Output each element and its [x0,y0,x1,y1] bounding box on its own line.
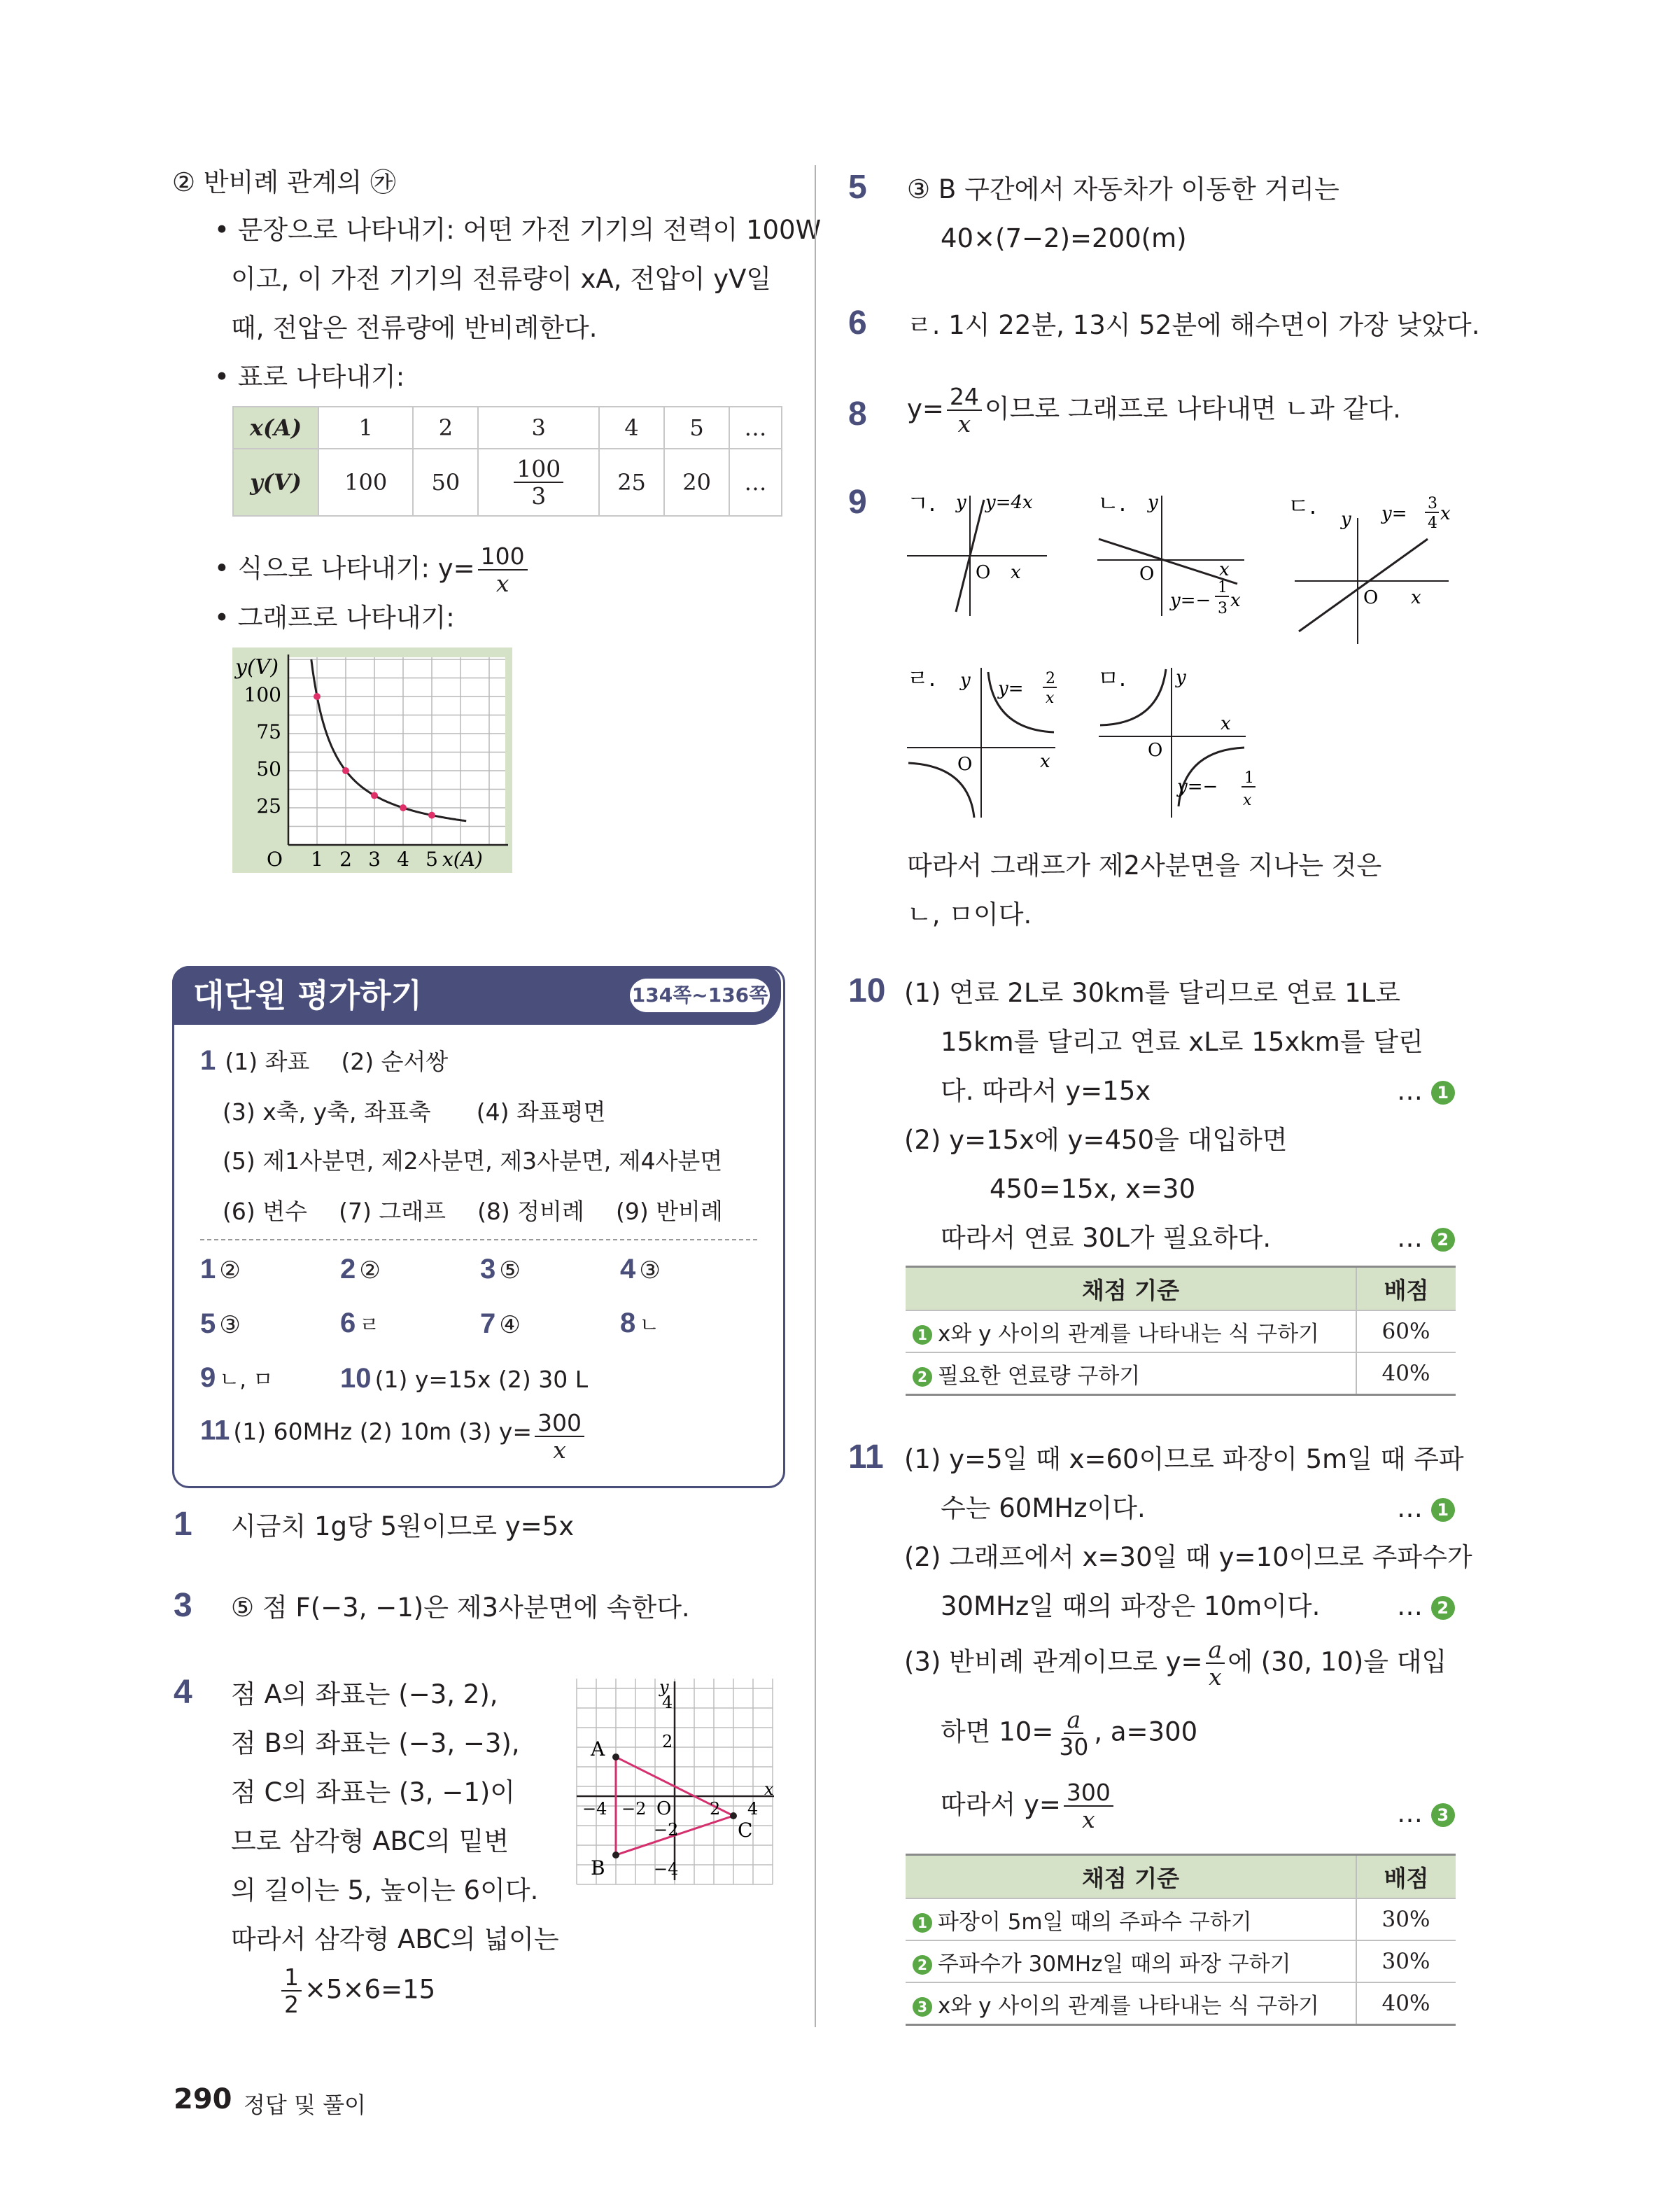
frac-num: 300 [1064,1781,1113,1807]
product-text: ×5×6=15 [304,1974,436,2005]
sol1-text: 시금치 1g당 5원이므로 y=5x [231,1511,575,1541]
sol10-line5: 450=15x, x=30 [990,1174,1196,1204]
points: 30% [1356,1898,1456,1940]
marker-circle: 3 [1431,1803,1455,1827]
data-point [314,693,321,700]
table-row [906,1352,1456,1395]
point-c [730,1812,737,1819]
axis-y: y [1148,492,1158,513]
label-y: y [659,1677,669,1697]
graph-giyeok [907,483,1061,623]
sol1-number: 1 [174,1506,192,1543]
marker-circle: 2 [1431,1228,1455,1252]
frac-den: 2 [284,1991,299,2018]
graph-label: ㄷ. [1288,493,1317,519]
axis-x: x [1219,559,1230,580]
frac-den: 3 [531,482,547,510]
xtick-label: 4 [397,848,409,871]
graph-ylabel: y(V) [235,655,279,680]
table-cell: 3 [478,407,599,449]
row-marker: 2 [913,1955,932,1975]
marker-1: … 1 [1397,1074,1455,1109]
graph-nieun [1097,483,1265,630]
review-row-2 [223,1095,606,1130]
equation: y=4x [985,492,1033,513]
review-pages-badge: 134쪽~136쪽 [630,979,770,1012]
criteria-text: 주파수가 30MHz일 때의 파장 구하기 [938,1951,1291,1977]
axis-y: y [956,492,966,513]
graph-plot-area [288,657,505,845]
tick-y4: 4 [662,1693,673,1712]
tick-ym2: −2 [654,1820,679,1840]
frac-num: a [1064,1708,1083,1734]
criteria-text: 파장이 5m일 때의 주파수 구하기 [938,1909,1252,1935]
eq-x: x [1440,503,1451,524]
answer-11: 11 (1) 60MHz (2) 10m (3) y= $\frac{300}{x}$ [200,1411,587,1462]
axis-x: x [1411,587,1421,608]
xtick-label: 3 [368,848,381,871]
tick-ym4: −4 [654,1859,679,1879]
points: 60% [1356,1310,1456,1352]
frac-den: x [957,410,971,438]
table-row [906,1982,1456,2025]
equation: y= [1381,503,1407,524]
graph-mieum [1097,662,1272,823]
answer-6: 6 ㄹ [340,1308,380,1338]
sol4-line3: 점 C의 좌표는 (3, −1)이 [231,1777,516,1807]
sol10-line4: (2) y=15x에 y=450을 대입하면 [904,1125,1288,1155]
graph-label: ㄱ. [907,490,936,517]
sol11-line4: 30MHz일 때의 파장은 10m이다. [941,1591,1321,1621]
sol10-line3: 다. 따라서 y=15x [941,1076,1151,1106]
label-origin: O [656,1798,672,1819]
sol4-line1: 점 A의 좌표는 (−3, 2), [231,1679,498,1709]
label-x: x [764,1779,774,1799]
sol8-number: 8 [848,396,867,433]
table-cell: 2 [413,407,478,449]
sol6-text: ㄹ. 1시 22분, 13시 52분에 해수면이 가장 낮았다. [907,310,1480,340]
frac-num: 100 [478,545,528,570]
sol10-line6: 따라서 연료 30L가 필요하다. [941,1223,1272,1253]
sol4-line5: 의 길이는 5, 높이는 6이다. [231,1875,539,1905]
review-text: (1) 좌표 [225,1048,310,1075]
sol8-text: y= $\frac{24}{x}$ 이므로 그래프로 나타내면 ㄴ과 같다. [907,383,1401,438]
header-points: 배점 [1356,1855,1456,1899]
frac-den: x [1082,1806,1095,1833]
ytick-label: 100 [244,683,281,706]
tick-x4: 4 [747,1799,759,1819]
criteria-text: x와 y 사이의 관계를 나타내는 식 구하기 [938,1993,1320,2019]
table-row [906,1310,1456,1352]
bullet-graph: • 그래프로 나타내기: [214,603,455,633]
row-marker: 1 [913,1325,932,1345]
triangle-coordinate-grid [570,1677,780,1887]
data-point [371,792,378,799]
graph-label: ㄴ. [1097,490,1127,517]
table-cell-fraction [478,449,599,516]
equation: y= [998,678,1024,699]
table-cell: … [729,449,782,516]
sol5-number: 5 [848,169,867,206]
formula-label: • 식으로 나타내기: y= [214,553,475,584]
sol11-line6: 하면 10= $\frac{a}{30}$ , a=300 [941,1706,1198,1760]
frac-num: 24 [947,385,982,411]
review-text: (4) 좌표평면 [476,1098,606,1126]
table-row [906,1898,1456,1940]
data-point [428,812,435,819]
answer-5: 5 ③ [200,1308,241,1339]
graph-rieul [907,662,1068,823]
frac-num: 2 [1046,670,1055,687]
xtick-label: 1 [311,848,323,871]
origin: O [1363,587,1379,608]
ytick-label: 50 [256,757,281,780]
frac-den: x [1046,690,1055,707]
table-cell: 20 [664,449,729,516]
sol10-number: 10 [848,972,886,1009]
sol5-line2: 40×(7−2)=200(m) [941,223,1187,253]
bullet-formula [214,542,530,597]
sol11-line1: (1) y=5일 때 x=60이므로 파장이 5m일 때 주파 [904,1444,1464,1474]
bullet-sentence-l1: • 문장으로 나타내기: 어떤 가전 기기의 전력이 100W [214,215,822,245]
answer-2: 2 ② [340,1254,381,1284]
frac-num: 1 [1218,579,1228,596]
header-criteria: 채점 기준 [906,1267,1356,1311]
line-three-quarter [1299,539,1428,631]
tick-xm2: −2 [621,1799,647,1819]
table-cell: 1 [318,407,413,449]
data-point [400,804,407,811]
ytick-label: 25 [256,794,281,818]
frac-den: x [1209,1663,1222,1690]
answer-7: 7 ④ [480,1308,521,1339]
graph-xlabel: x(A) [442,848,483,871]
xtick-label: 5 [425,848,438,871]
frac-num: 1 [281,1966,302,1991]
item-number: 1 [200,1045,216,1076]
sol10-line1: (1) 연료 2L로 30km를 달리므로 연료 1L로 [904,978,1400,1008]
frac-den: x [553,1436,566,1464]
footer-label: 정답 및 풀이 [244,2092,366,2118]
sol11-number: 11 [848,1438,884,1476]
sol4-line2: 점 B의 좌표는 (−3, −3), [231,1728,520,1758]
review-row-4 [223,1194,723,1229]
sol11-line3: (2) 그래프에서 x=30일 때 y=10이므로 주파수가 [904,1542,1472,1572]
answer-3: 3 ⑤ [480,1254,521,1284]
review-title: 대단원 평가하기 [193,976,423,1014]
sol4-line4: 므로 삼각형 ABC의 밑변 [231,1826,509,1856]
review-text: (6) 변수 [223,1198,307,1225]
label-b: B [591,1856,605,1879]
divider [200,1239,757,1240]
inverse-graph [232,648,512,873]
review-text: (2) 순서쌍 [341,1048,449,1075]
sol5-line1: ③ B 구간에서 자동차가 이동한 거리는 [907,174,1339,204]
axis-y: y [1341,509,1351,530]
page-number: 290 [174,2083,232,2115]
points: 40% [1356,1982,1456,2025]
column-divider [815,165,816,2027]
sol3-number: 3 [174,1587,192,1624]
sol3-text: ⑤ 점 F(−3, −1)은 제3사분면에 속한다. [231,1592,690,1623]
marker-3: … 3 [1397,1796,1455,1831]
graph-digeut [1288,483,1463,651]
frac-num: 3 [1428,495,1437,512]
header-criteria: 채점 기준 [906,1855,1356,1899]
sol10-line2: 15km를 달리고 연료 xL로 15xkm를 달린 [941,1027,1423,1057]
frac-den: 3 [1218,600,1228,617]
xtick-label: 2 [339,848,352,871]
table-x-header: x(A) [233,407,318,449]
sol4-line6: 따라서 삼각형 ABC의 넓이는 [231,1924,559,1954]
origin: O [957,754,973,775]
review-row-1 [200,1044,448,1079]
axis-x: x [1040,751,1050,772]
sol4-line7 [279,1963,436,2018]
scoring-table-10 [906,1266,1456,1396]
marker-2: … 2 [1397,1221,1455,1256]
axis-x: x [1011,562,1021,583]
sol4-number: 4 [174,1674,192,1711]
review-text: (7) 그래프 [339,1198,446,1225]
origin: O [1139,564,1155,584]
marker-circle: 1 [1431,1498,1455,1522]
frac-num: 1 [1244,769,1254,787]
axis-x: x [1221,713,1231,734]
label-a: A [591,1737,605,1760]
marker-circle: 1 [1431,1081,1455,1105]
frac-den: x [495,570,509,597]
marker-1: … 1 [1397,1491,1455,1526]
frac-num: 300 [535,1411,584,1437]
answer-8: 8 ㄴ [620,1308,660,1338]
review-text: (3) x축, y축, 좌표축 [223,1098,431,1126]
equation: y=− [1170,590,1211,611]
xtick-origin: O [267,848,283,871]
sol9-conclusion-l2: ㄴ, ㅁ이다. [907,899,1032,930]
sol6-number: 6 [848,304,867,342]
table-cell: 25 [599,449,664,516]
marker-2: … 2 [1397,1589,1455,1624]
graph-label: ㄹ. [907,665,936,692]
point-a [612,1754,619,1760]
frac-den: x [1243,792,1252,809]
tick-y2: 2 [662,1732,673,1751]
tick-x2: 2 [710,1799,721,1819]
answer-1: 1 ② [200,1254,241,1284]
bullet-table: • 표로 나타내기: [214,362,405,392]
sol9-conclusion-l1: 따라서 그래프가 제2사분면을 지나는 것은 [907,850,1382,881]
frac-num: 100 [514,457,563,483]
eq-x: x [1230,590,1241,611]
answer-10: 10 (1) y=15x (2) 30 L [340,1363,589,1394]
criteria-text: 필요한 연료량 구하기 [938,1363,1141,1389]
line-neg-third [1099,539,1237,584]
sol11-line7: 따라서 y= $\frac{300}{x}$ [941,1781,1116,1831]
review-text: (9) 반비례 [616,1198,723,1225]
data-point [342,767,349,774]
point-b [612,1851,619,1858]
origin: O [976,562,991,583]
bullet-sentence-l3: 때, 전압은 전류량에 반비례한다. [231,313,598,343]
frac-den: 4 [1428,514,1437,532]
example-title: ② 반비례 관계의 ㉮ [172,167,396,197]
origin: O [1148,740,1163,761]
value-table [232,406,782,517]
criteria-text: x와 y 사이의 관계를 나타내는 식 구하기 [938,1321,1320,1347]
answer-4: 4 ③ [620,1254,661,1284]
equation: y=− [1177,776,1218,797]
frac-den: 30 [1059,1733,1089,1760]
row-marker: 3 [913,1997,932,2017]
sol9-number: 9 [848,484,867,521]
graph-label: ㅁ. [1097,665,1127,692]
table-cell: 50 [413,449,478,516]
label-c: C [738,1819,753,1842]
axis-y: y [1176,667,1186,688]
tick-xm4: −4 [582,1799,607,1819]
table-cell: 100 [318,449,413,516]
review-text: (8) 정비례 [477,1198,584,1225]
ytick-label: 75 [256,720,281,743]
review-row-3: (5) 제1사분면, 제2사분면, 제3사분면, 제4사분면 [223,1147,723,1175]
scoring-table-11 [906,1854,1456,2026]
marker-circle: 2 [1431,1596,1455,1620]
points: 40% [1356,1352,1456,1395]
frac-num: a [1206,1638,1225,1664]
row-marker: 1 [913,1913,932,1933]
table-cell: … [729,407,782,449]
table-cell: 4 [599,407,664,449]
table-cell: 5 [664,407,729,449]
sol11-line2: 수는 60MHz이다. [941,1493,1146,1523]
table-y-header: y(V) [233,449,318,516]
axis-y: y [960,670,971,691]
sol11-line5: (3) 반비례 관계이므로 y= $\frac{a}{x}$ 에 (30, 10)을 대입 [904,1636,1447,1690]
points: 30% [1356,1940,1456,1982]
bullet-sentence-l2: 이고, 이 가전 기기의 전류량이 xA, 전압이 yV일 [231,264,772,294]
header-points: 배점 [1356,1267,1456,1311]
answer-9: 9 ㄴ, ㅁ [200,1362,274,1393]
table-row [906,1940,1456,1982]
row-marker: 2 [913,1367,932,1387]
